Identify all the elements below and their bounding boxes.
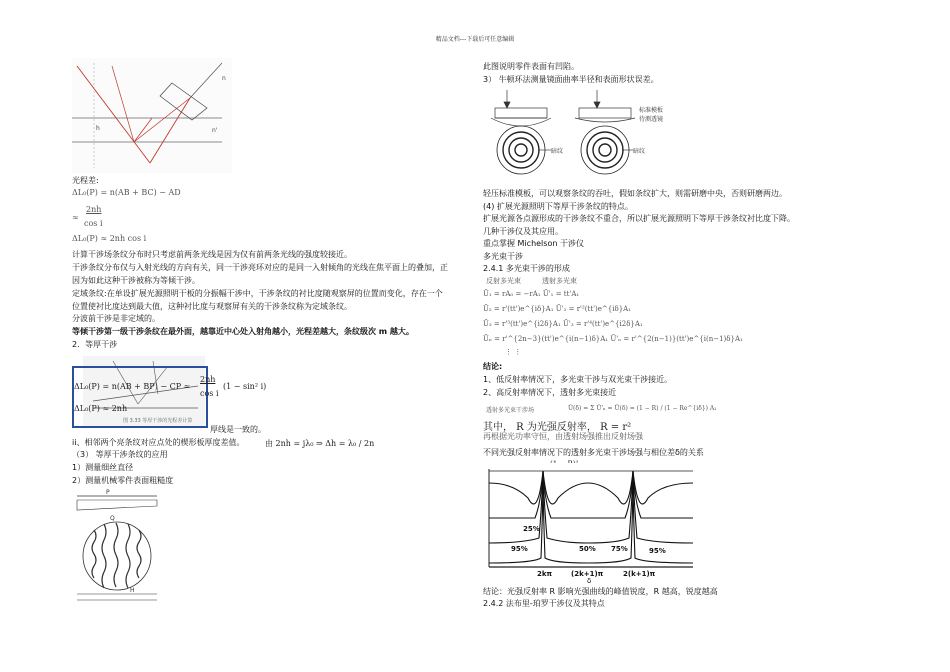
wave-eq-3: Ũ₃ = r'³(tt')e^{i2δ}A₁ Ũ'₃ = r'⁴(tt')e^{i2δ}A₁ (483, 320, 643, 328)
r-line-2: 3） 牛顿环法测量镜面曲率半径和表面形状误差。 (483, 75, 659, 84)
para-4: 定域条纹:在单设扩展光源照明干板的分振幅干涉中，干涉条纹的衬比度随观察屏的位置而变化，存在一个 (72, 289, 443, 298)
r-line-3: 轻压标准模板，可以观察条纹的吞吐，假如条纹扩大，则需研磨中央，否则研磨两边。 (483, 189, 787, 198)
newton-rings-figure (483, 88, 693, 180)
r-line-4: (4) 扩展光源照明下等厚干涉条纹的特点。 (483, 202, 633, 211)
wave-eq-2: Ũ₂ = r'(tt')e^{iδ}A₁ Ũ'₂ = r'²(tt')e^{iδ}A₁ (483, 305, 632, 313)
app-item-2: 2）测量机械零件表面粗糙度 (72, 476, 174, 485)
label-dark-fringe-2: 暗纹 (633, 148, 646, 155)
x-tick-2k1pi-b: 2(k+1)π (623, 570, 656, 578)
fabry-perot-title: 2.4.2 法布里-珀罗干涉仪及其特点 (483, 599, 605, 608)
formula-1: ΔL₀(P) = n(AB + BC) − AD (72, 188, 181, 197)
conclusion-title: 结论: (483, 362, 503, 371)
thickness-formula-paren: (1 − sin² i) (223, 382, 267, 391)
formula-3: ΔL₀(P) ≈ 2nh cos i (72, 234, 147, 243)
svg-text:P: P (106, 489, 110, 496)
x-axis-label: δ (587, 577, 592, 583)
graph-label-25: 25% (523, 525, 540, 533)
header-reflected: 反射多光束 (486, 277, 521, 285)
equal-inclination-figure (72, 58, 232, 173)
wave-eq-dots: ⋮ ⋮ (505, 348, 522, 356)
r-line-5: 扩展光源各点源形成的干涉条纹不重合，所以扩展光源照明下等厚干涉条纹衬比度下降。 (483, 214, 795, 223)
app-item-1: 1）测量细丝直径 (72, 463, 134, 472)
energy-conservation-note: 再根据光功率守恒，由透射场强推出反射场强 (483, 432, 643, 441)
airy-function-graph (483, 463, 699, 583)
svg-text:H: H (130, 587, 135, 594)
para-3: 因为如此这种干涉被称为等倾干涉。 (72, 276, 200, 285)
thickness-formula-num: 2nh (200, 375, 216, 384)
x-tick-2kpi: 2kπ (537, 570, 553, 578)
x-tick-2k1pi: (2k+1)π (571, 570, 604, 578)
para-7-bold: 等倾干涉第一级干涉条纹在最外面，越靠近中心处入射角越小，光程差越大，条纹级次 m 越大。 (72, 327, 414, 336)
r-line-7: 重点掌握 Michelson 干涉仪 (483, 239, 584, 248)
formula-approx: ≈ (72, 213, 79, 222)
conclusion-1: 1、低反射率情况下，多光束干涉与双光束干涉接近。 (483, 375, 673, 384)
svg-text:n': n' (212, 127, 218, 134)
final-conclusion: 结论：光强反射率 R 影响光强曲线的峰值锐度，R 越高，锐度越高 (483, 587, 718, 596)
svg-text:Q: Q (110, 515, 115, 522)
thickness-formula-1: ΔL₀(P) = n(AB + BP) − CP ≈ (74, 382, 191, 391)
formula-2-num: 2nh (86, 205, 102, 214)
r-line-6: 几种干涉仪及其应用。 (483, 227, 563, 236)
transmitted-field-formula: Ũ(δ) = Σ Ũ'ₙ = Ũ(δ) = (1 − R) / (1 − Re^{iδ}) A₁ (568, 405, 717, 412)
conclusion-2: 2、高反射率情况下，透射多光束接近 (483, 388, 617, 397)
graph-label-95-left: 95% (511, 545, 528, 553)
svg-text:n: n (222, 75, 226, 82)
graph-intro: 不同光强反射率情况下的透射多光束干涉场强与相位差δ的关系 (483, 448, 704, 457)
thickness-figure-caption: 图 3.33 等厚干涉的光程差计算 (123, 418, 193, 424)
graph-label-75: 75% (611, 545, 628, 553)
page-header: 精品文档---下载后可任意编辑 (435, 36, 515, 43)
r-line-1: 此图说明零件表面有凹陷。 (483, 62, 579, 71)
para-2: 干涉条纹分布仅与入射光线的方向有关，同一干涉亮环对应的是同一入射倾角的光线在焦平面上的叠加，正 (72, 263, 448, 272)
svg-text:h: h (96, 125, 100, 132)
para-1: 计算干涉场条纹分布时只考虑前两条光线是因为仅有前两条光线的强度较接近。 (72, 250, 352, 259)
thickness-formula-2: ΔL₀(P) ≈ 2nh (74, 404, 128, 413)
thickness-formula-den: cos i (200, 389, 219, 398)
para-5: 位置使衬比度达到最大值，这种衬比度与观察屏有关的干涉条纹称为定域条纹。 (72, 302, 352, 311)
transmitted-field-label: 透射多光束干涉场 (486, 407, 535, 414)
section-applications: （3） 等厚干涉条纹的应用 (72, 450, 168, 459)
wave-eq-1: Ũ₁ = rA₀ = −rA₁ Ũ'₁ = tt'A₁ (483, 290, 580, 298)
label-dark-fringe-1: 暗纹 (551, 148, 564, 155)
thickness-line-tail: 厚线是一致的。 (210, 425, 266, 434)
highlight-box (72, 366, 208, 428)
graph-label-95-right: 95% (649, 547, 666, 555)
path-difference-title: 光程差: (72, 176, 99, 185)
wave-eq-n: Ũₙ = r'^{2n−3}(tt')e^{i(n−1)δ}A₁ Ũ'ₙ = r'^{2(n−1)}(tt')e^{i(n−1)δ}A₁ (483, 335, 743, 343)
para-6: 分波前干涉是非定域的。 (72, 314, 160, 323)
section-equal-thickness: 2．等厚干涉 (72, 340, 118, 349)
r-line-8: 多光束干涉 (483, 252, 523, 261)
formula-2-den: cos i (84, 219, 103, 228)
surface-roughness-figure (72, 488, 164, 606)
label-std-template: 标准模板 (639, 107, 664, 114)
graph-label-50: 50% (579, 545, 596, 553)
label-test-lens: 待测透镜 (639, 116, 664, 123)
item-ii: ii、相邻两个亮条纹对应点处的楔形板厚度差值。 (72, 438, 245, 447)
header-transmitted: 透射多光束 (542, 277, 577, 285)
item-ii-formula: 由 2nh = jλ₀ ⇒ Δh = λ₀ / 2n (265, 439, 375, 448)
r-line-9: 2.4.1 多光束干涉的形成 (483, 264, 570, 273)
reflectance-note: 其中， R 为光强反射率， R = r² (483, 422, 632, 433)
